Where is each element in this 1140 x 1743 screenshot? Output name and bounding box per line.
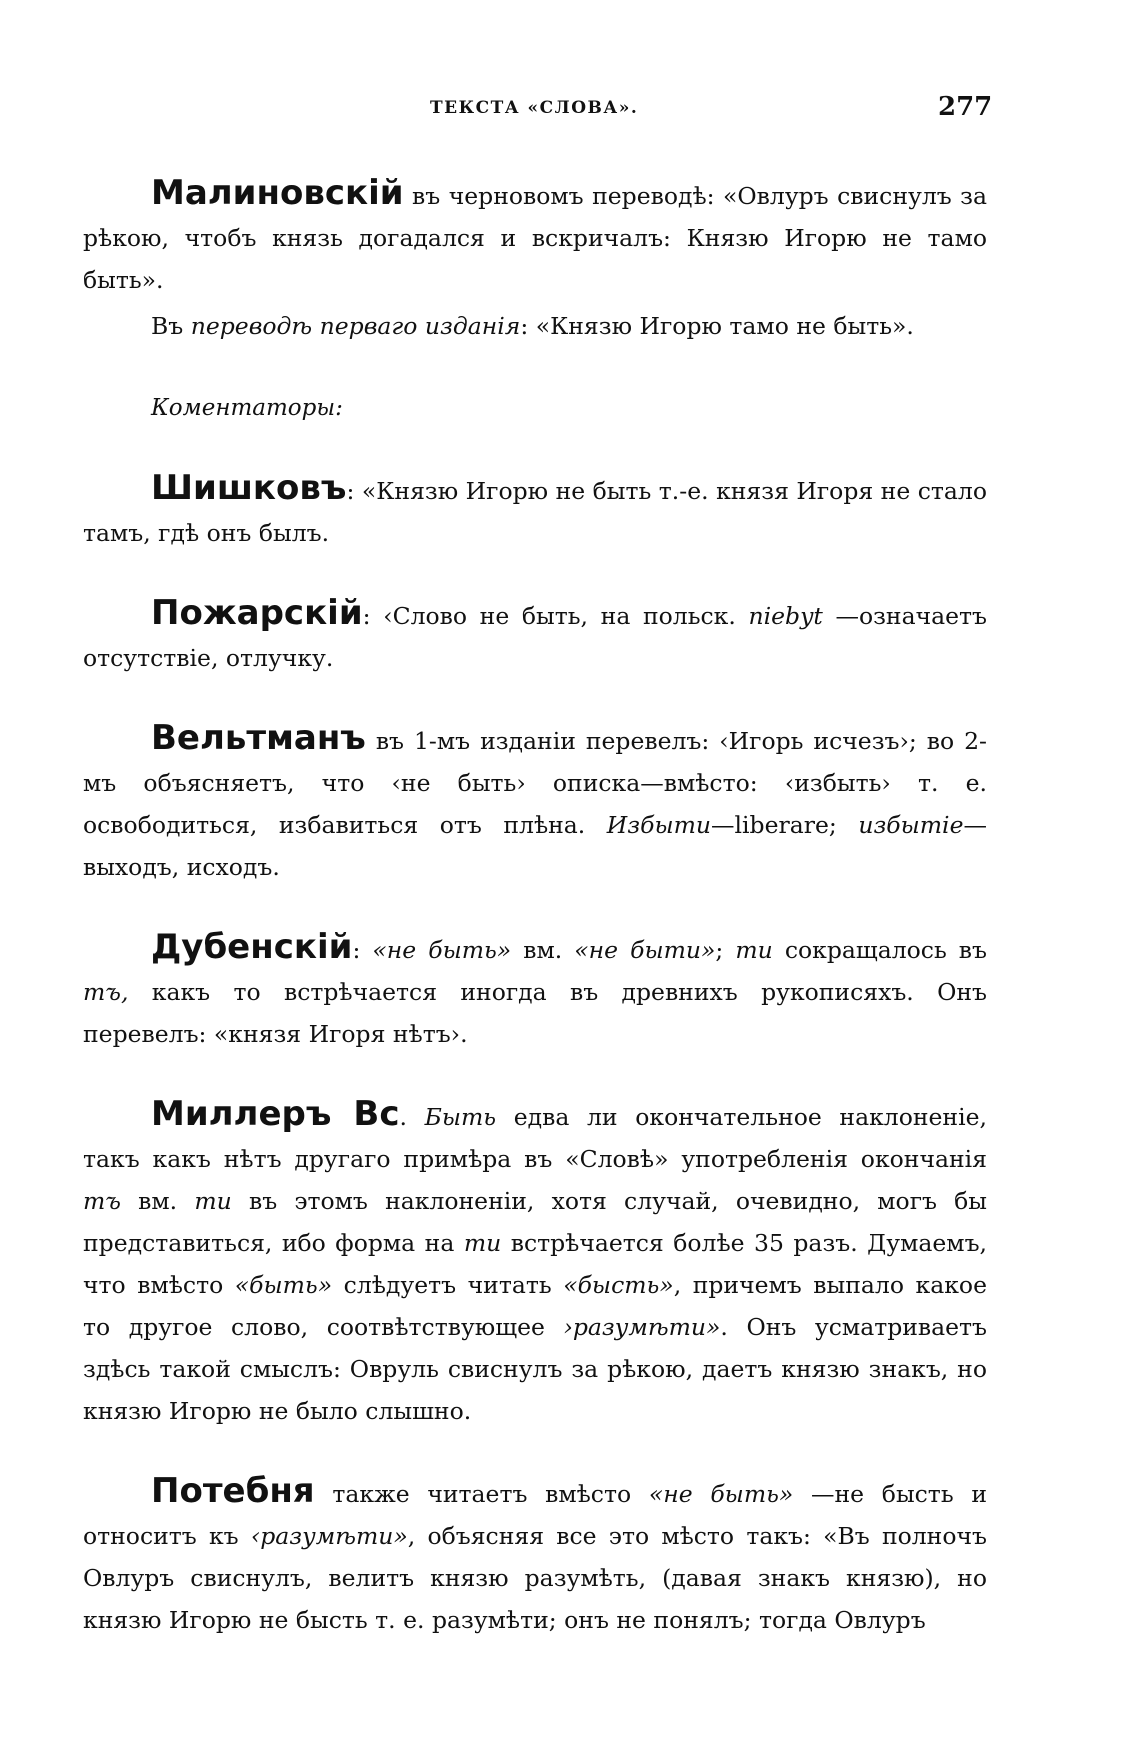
paragraph-pozharsky [83,592,987,679]
author-name: Миллеръ Вс [151,1094,400,1134]
author-name: Вельтманъ [151,718,366,758]
italic-run: ти [463,1229,502,1257]
section-heading-commentators: Коментаторы: [151,395,343,421]
text-run: —не бысть и относитъ къ [83,1480,987,1550]
page-header [0,92,1140,132]
italic-run: Избыти [606,811,712,839]
text-run: Въ [151,312,191,340]
italic-run: ти [194,1187,232,1215]
author-name: Шишковъ [151,468,347,508]
text-run: —выходъ, исходъ. [83,811,987,881]
italic-run: тъ [83,1187,121,1215]
italic-run: избытіе [858,811,964,839]
text-run: вм. [120,1187,195,1215]
italic-run: ‹разумѣти» [250,1522,408,1550]
italic-run: «не быть» [648,1480,794,1508]
text-run: встрѣчается болѣе 35 разъ. Думаемъ, что вмѣсто [83,1229,987,1299]
author-name: Пожарскій [151,593,363,633]
text-run: какъ то встрѣчается иногда въ древнихъ рукописяхъ. Онъ перевелъ: «князя Игоря нѣтъ›. [83,978,987,1048]
text-run: сокращалось въ [772,936,987,964]
text-run: , объясняя все это мѣсто такъ: «Въ полночъ Овлуръ свиснулъ, велитъ князю разумѣть, (давая знакъ князю), но князю Игорю не бысть т. е. разумѣти; онъ не понялъ; тогда Овлуръ [83,1522,987,1634]
italic-run: niebyt [748,602,823,630]
text-run: слѣдуетъ читать [332,1271,564,1299]
italic-run: «быть» [234,1271,333,1299]
text-run: —liberare; [711,811,859,839]
text-run: въ 1-мъ изданіи перевелъ: ‹Игорь исчезъ›; во 2-мъ объясняетъ, что ‹не быть› описка—вмѣсто: ‹избыть› т. е. освободиться, избавиться отъ плѣна. [83,727,987,839]
page-number: 277 [938,92,993,122]
author-name: Малиновскій [151,173,404,213]
page-body [83,172,987,1641]
paragraph-first-edition [83,305,987,347]
text-run: —означаетъ отсутствіе, отлучку. [83,602,987,672]
text-run: въ этомъ наклоненіи, хотя случай, очевидно, могъ бы представиться, ибо форма на [83,1187,988,1257]
text-run: : ‹Слово не быть, на польск. [362,602,749,630]
text-run: : «Князю Игорю тамо не быть». [520,312,914,340]
text-run: вм. [511,936,575,964]
italic-run: ти [735,936,773,964]
author-name: Потебня [151,1471,315,1511]
italic-run: тъ, [83,978,129,1006]
text-run: едва ли окончательное наклоненіе, такъ какъ нѣтъ другаго примѣра въ «Словѣ» употребленія окончанія [83,1103,987,1173]
text-run: . Онъ усматриваетъ здѣсь такой смыслъ: Овруль свиснулъ за рѣкою, даетъ князю знакъ, но князю Игорю не было слышно. [83,1313,988,1425]
italic-run: «не быть» [372,936,512,964]
text-run: : [352,936,373,964]
text-run: , причемъ выпало какое то другое слово, соотвѣтствующее [83,1271,987,1341]
paragraph-text: : «Князю Игорю не быть т.-е. князя Игоря не стало тамъ, гдѣ онъ былъ. [83,477,987,547]
italic-run: «бысть» [563,1271,674,1299]
text-run: также читаетъ вмѣсто [314,1480,649,1508]
paragraph-veltman [83,717,987,888]
paragraph-text: въ черновомъ переводѣ: «Овлуръ свиснулъ за рѣкою, чтобъ князь догадался и вскричалъ: Князю Игорю не тамо быть». [83,182,987,294]
italic-run: «не быти» [574,936,716,964]
paragraph-dubensky [83,926,987,1055]
running-title: ТЕКСТА «СЛОВА». [430,98,639,118]
paragraph-malinovsky [83,172,987,301]
paragraph-potebnya [83,1470,987,1641]
italic-run: переводѣ перваго изданія [190,312,521,340]
paragraph-shishkov [83,467,987,554]
paragraph-miller [83,1093,987,1432]
italic-run: Быть [424,1103,497,1131]
text-run: . [399,1103,425,1131]
text-run: ; [715,936,736,964]
italic-run: ›разумѣти» [563,1313,721,1341]
author-name: Дубенскій [151,927,353,967]
